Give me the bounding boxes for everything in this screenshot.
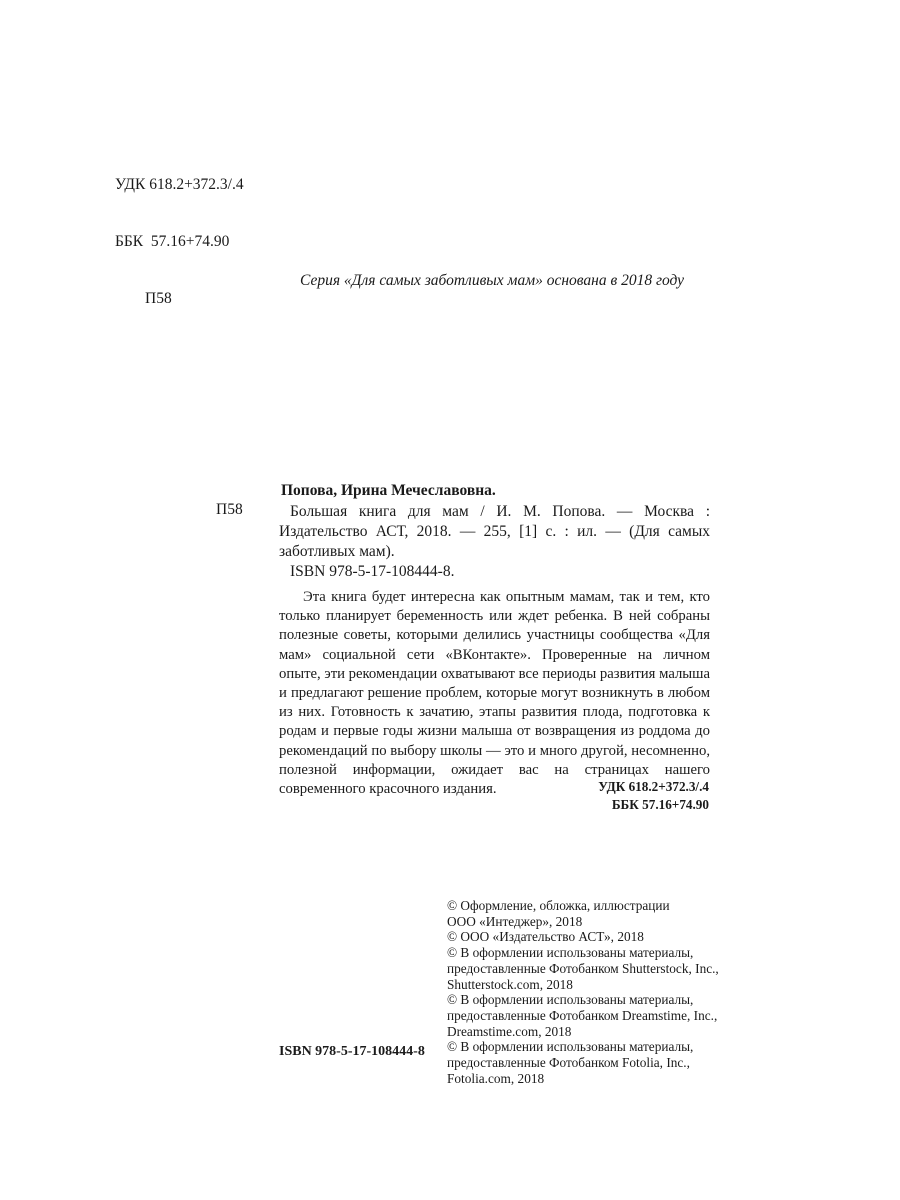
copyright-line: Shutterstock.com, 2018 <box>447 976 573 992</box>
copyright-item <box>447 992 717 1039</box>
copyright-line: предоставленные Фотобанком Shutterstock, Inc., <box>447 960 719 976</box>
classification-bottom <box>560 778 709 814</box>
copyright-line: предоставленные Фотобанком Dreamstime, Inc., <box>447 1007 718 1023</box>
isbn-bottom: ISBN 978-5-17-108444-8 <box>279 1044 425 1059</box>
card-isbn: ISBN 978-5-17-108444-8. <box>290 563 455 580</box>
copyright-line: Dreamstime.com, 2018 <box>447 1023 572 1039</box>
series-note: Серия «Для самых заботливых мам» основана в 2018 году <box>300 272 685 289</box>
copyright-line: Fotolia.com, 2018 <box>447 1070 545 1086</box>
copyright-line: ООО «Интеджер», 2018 <box>447 913 583 929</box>
classification-top <box>115 137 244 327</box>
copyright-item <box>447 898 717 929</box>
copyright-line: © В оформлении использованы материалы, <box>447 945 694 961</box>
annotation: Эта книга будет интересна как опытным мамам, так и тем, кто только планирует беременность или ждет ребенка. В ней собраны полезные советы, которыми делились участницы сообщества «Для мам» социальной сети «ВКонтакте». Проверенные на личном опыте, эти рекомендации охватывают все периоды развития малыша и предлагают решение проблем, которые могут возникнуть в любом из них. Готовность к зачатию, этапы развития плода, подготовка к родам и первые годы жизни малыша от возвращения из роддома до рекомендаций по выбору школы — это и много другой, несомненно, полезной информации, ожидает вас на страницах нашего современного красочного издания. <box>279 589 710 798</box>
copyright-line: © Оформление, обложка, иллюстрации <box>447 898 670 913</box>
copyright-line: предоставленные Фотобанком Fotolia, Inc., <box>447 1055 690 1071</box>
catalog-card <box>279 481 710 799</box>
author-name: Попова, Ирина Мечеславовна. <box>281 482 496 499</box>
copyright-line: © ООО «Издательство АСТ», 2018 <box>447 929 644 945</box>
bibliographic-description: Большая книга для мам / И. М. Попова. — Москва : Издательство АСТ, 2018. — 255, [1] с. : ил. — (Для самых заботливых мам). <box>279 503 710 560</box>
copyright-item <box>447 929 717 945</box>
copyright-line: © В оформлении использованы материалы, <box>447 1039 694 1055</box>
card-author-mark: П58 <box>216 501 243 518</box>
copyright-line: © В оформлении использованы материалы, <box>447 992 694 1008</box>
copyright-block <box>447 898 717 1086</box>
copyright-item <box>447 945 717 992</box>
author-mark: П58 <box>145 290 172 307</box>
bbk-code: ББК 57.16+74.90 <box>115 233 230 250</box>
bbk-code-bottom: ББК 57.16+74.90 <box>611 797 709 812</box>
udk-code-bottom: УДК 618.2+372.3/.4 <box>598 779 709 794</box>
udk-code: УДК 618.2+372.3/.4 <box>115 176 244 193</box>
copyright-item <box>447 1039 717 1086</box>
